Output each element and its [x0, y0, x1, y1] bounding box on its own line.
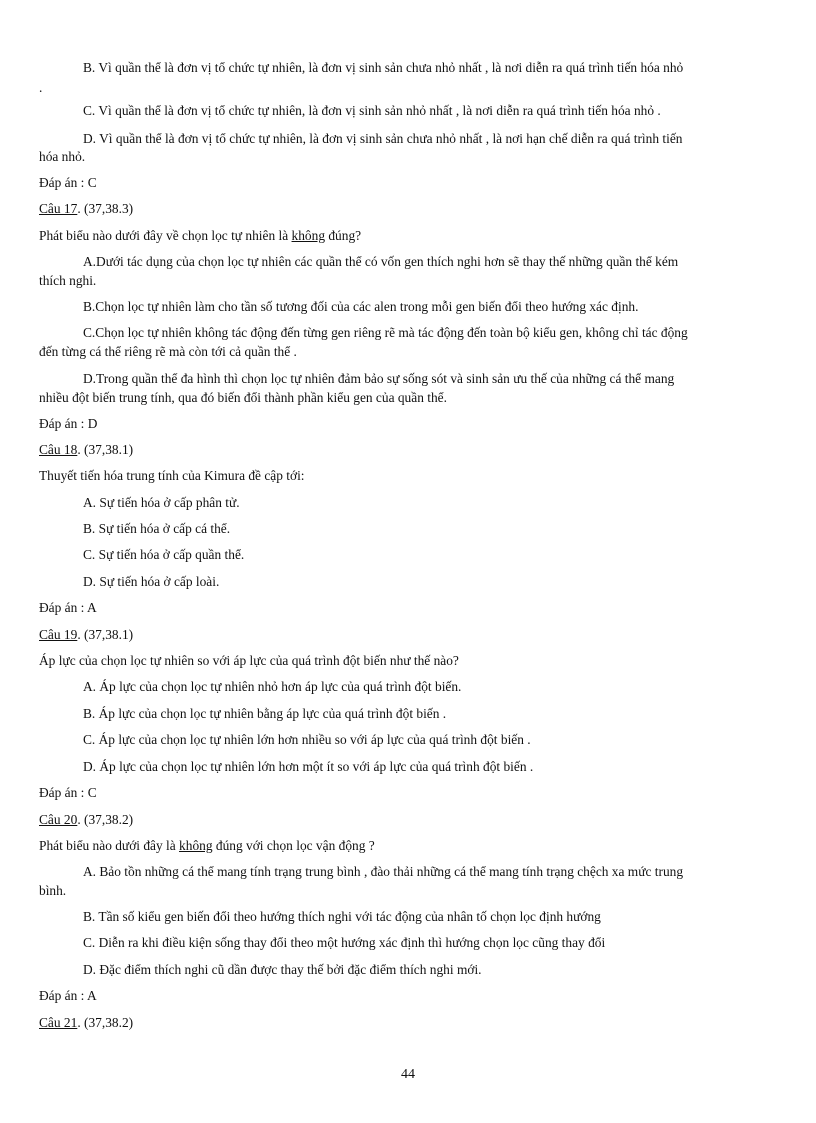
- negation-underline: không: [291, 228, 326, 243]
- option-b-18: B. Sự tiến hóa ở cấp cá thể.: [83, 521, 231, 536]
- question-21-number: Câu 21: [39, 1015, 78, 1030]
- question-20-text: Phát biểu nào dưới đây là không đúng với chọn lọc vận động ?: [39, 838, 375, 853]
- question-17-text: Phát biểu nào dưới đây về chọn lọc tự nhiên là không đúng?: [39, 228, 362, 243]
- question-17-heading: Câu 17. (37,38.3): [39, 201, 134, 216]
- option-d-16: D. Vì quần thể là đơn vị tổ chức tự nhiên, là đơn vị sinh sản chưa nhỏ nhất , là nơi hạn chế diễn ra quá trình tiến: [83, 131, 683, 146]
- question-19-number: Câu 19: [39, 627, 78, 642]
- question-20-number: Câu 20: [39, 812, 78, 827]
- page-number: 44: [401, 1067, 415, 1082]
- option-b-17: B.Chọn lọc tự nhiên làm cho tần số tương đối của các alen trong mỗi gen biến đổi theo hướng xác định.: [83, 299, 639, 314]
- answer-20: Đáp án : A: [39, 988, 97, 1003]
- option-b-19: B. Áp lực của chọn lọc tự nhiên bằng áp lực của quá trình đột biến .: [83, 706, 447, 721]
- question-19-heading: Câu 19. (37,38.1): [39, 627, 134, 642]
- option-c-17: C.Chọn lọc tự nhiên không tác động đến từng gen riêng rẽ mà tác động đến toàn bộ kiểu gen, không chỉ tác động: [83, 325, 688, 340]
- option-a-19: A. Áp lực của chọn lọc tự nhiên nhỏ hơn áp lực của quá trình đột biến.: [83, 679, 462, 694]
- option-b-16-cont: .: [39, 80, 43, 95]
- option-a-20: A. Bảo tồn những cá thể mang tính trạng trung bình , đào thải những cá thể mang tính trạng chệch xa mức trung: [83, 864, 684, 879]
- option-c-20: C. Diễn ra khi điều kiện sống thay đổi theo một hướng xác định thì hướng chọn lọc cũng thay đổi: [83, 935, 606, 950]
- option-b-16: B. Vì quần thể là đơn vị tổ chức tự nhiên, là đơn vị sinh sản chưa nhỏ nhất , là nơi diễn ra quá trình tiến hóa nhỏ: [83, 60, 684, 75]
- question-18-text: Thuyết tiến hóa trung tính của Kimura đề cập tới:: [39, 468, 305, 483]
- option-a-18: A. Sự tiến hóa ở cấp phân tử.: [83, 495, 240, 510]
- answer-18: Đáp án : A: [39, 600, 97, 615]
- option-a-20-cont: bình.: [39, 883, 67, 898]
- option-c-18: C. Sự tiến hóa ở cấp quần thể.: [83, 547, 245, 562]
- option-c-19: C. Áp lực của chọn lọc tự nhiên lớn hơn nhiều so với áp lực của quá trình đột biến .: [83, 732, 531, 747]
- question-19-text: Áp lực của chọn lọc tự nhiên so với áp lực của quá trình đột biến như thế nào?: [39, 653, 459, 668]
- option-b-20: B. Tần số kiểu gen biến đổi theo hướng thích nghi với tác động của nhân tố chọn lọc định hướng: [83, 909, 601, 924]
- question-17-number: Câu 17: [39, 201, 78, 216]
- option-d-19: D. Áp lực của chọn lọc tự nhiên lớn hơn một ít so với áp lực của quá trình đột biến .: [83, 759, 534, 774]
- question-21-heading: Câu 21. (37,38.2): [39, 1015, 134, 1030]
- option-d-17: D.Trong quần thể đa hình thì chọn lọc tự nhiên đảm bảo sự sống sót và sinh sản ưu thế của những cá thể mang: [83, 371, 675, 386]
- option-d-17-cont: nhiều đột biến trung tính, qua đó biến đổi thành phần kiểu gen của quần thể.: [39, 390, 447, 405]
- negation-underline: không: [179, 838, 213, 853]
- option-c-17-cont: đến từng cá thể riêng rẽ mà còn tới cả quần thể .: [39, 344, 297, 359]
- question-20-heading: Câu 20. (37,38.2): [39, 812, 134, 827]
- question-18-number: Câu 18: [39, 442, 78, 457]
- answer-17: Đáp án : D: [39, 416, 98, 431]
- option-d-16-cont: hóa nhỏ.: [39, 149, 86, 164]
- question-18-heading: Câu 18. (37,38.1): [39, 442, 134, 457]
- option-a-17-cont: thích nghi.: [39, 273, 97, 288]
- answer-19: Đáp án : C: [39, 785, 97, 800]
- option-d-18: D. Sự tiến hóa ở cấp loài.: [83, 574, 220, 589]
- answer-16: Đáp án : C: [39, 175, 97, 190]
- option-c-16: C. Vì quần thể là đơn vị tổ chức tự nhiên, là đơn vị sinh sản nhỏ nhất , là nơi diễn ra quá trình tiến hóa nhỏ .: [83, 103, 661, 118]
- option-a-17: A.Dưới tác dụng của chọn lọc tự nhiên các quần thể có vốn gen thích nghi hơn sẽ thay thế những quần thể kém: [83, 254, 679, 269]
- option-d-20: D. Đặc điểm thích nghi cũ dần được thay thế bởi đặc điểm thích nghi mới.: [83, 962, 482, 977]
